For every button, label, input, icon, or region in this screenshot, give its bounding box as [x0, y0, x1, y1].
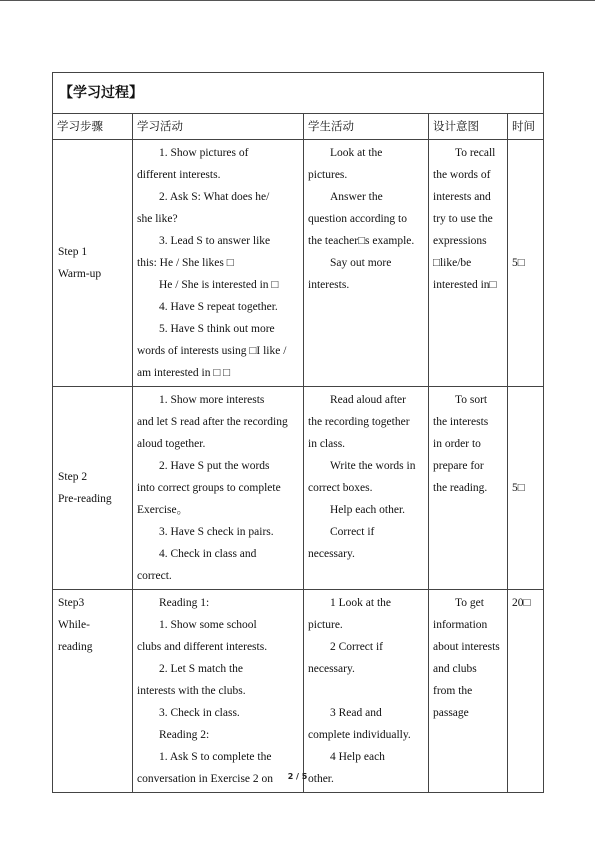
cell-line: the teacher□s example.	[308, 235, 415, 247]
cell-line: correct.	[137, 570, 172, 582]
cell-line: from the	[433, 685, 473, 697]
cell-line: try to use the	[433, 213, 493, 225]
cell-line: into correct groups to complete	[137, 482, 281, 494]
cell-line: To recall	[455, 147, 496, 159]
cell-line: 3 Read and	[330, 707, 382, 719]
step-name: While-	[58, 619, 90, 631]
cell-line: 1. Show some school	[159, 619, 257, 631]
cell-line: she like?	[137, 213, 178, 225]
cell-line: interests and	[433, 191, 491, 203]
student-cell	[304, 140, 429, 387]
cell-line: 4. Have S repeat together.	[159, 301, 278, 313]
cell-line: interests.	[308, 279, 350, 291]
cell-line: 4. Check in class and	[159, 548, 257, 560]
cell-line: 3. Have S check in pairs.	[159, 526, 274, 538]
step-name: Pre-reading	[58, 493, 112, 505]
cell-line: am interested in □ □	[137, 367, 231, 379]
cell-line: 1. Ask S to complete the	[159, 751, 272, 763]
cell-line: Read aloud after	[330, 394, 406, 406]
top-rule	[0, 0, 595, 1]
time-cell: 20□	[508, 590, 544, 793]
cell-line: and clubs	[433, 663, 477, 675]
activity-cell	[133, 590, 304, 793]
time-cell: 5□	[508, 140, 544, 387]
step-name-cont: reading	[58, 641, 93, 653]
cell-line: clubs and different interests.	[137, 641, 268, 653]
cell-line: Exercise。	[137, 504, 189, 516]
table-row	[53, 140, 544, 387]
cell-line: in order to	[433, 438, 481, 450]
student-cell	[304, 590, 429, 793]
cell-line: Say out more	[330, 257, 392, 269]
blank-line	[308, 680, 424, 702]
cell-line: 2. Ask S: What does he/	[159, 191, 270, 203]
cell-line: the words of	[433, 169, 491, 181]
cell-line: 3. Check in class.	[159, 707, 240, 719]
cell-line: complete individually.	[308, 729, 411, 741]
cell-line: this: He / She likes □	[137, 257, 234, 269]
cell-line: interests with the clubs.	[137, 685, 246, 697]
header-step: 学习步骤	[53, 114, 133, 140]
cell-line: 3. Lead S to answer like	[159, 235, 271, 247]
cell-line: 5. Have S think out more	[159, 323, 275, 335]
lesson-table	[52, 72, 544, 793]
cell-line: Reading 1:	[159, 597, 210, 609]
cell-line: 2. Let S match the	[159, 663, 243, 675]
step-name: Warm-up	[58, 268, 102, 280]
cell-line: Answer the	[330, 191, 383, 203]
cell-line: Correct if	[330, 526, 375, 538]
step-cell	[53, 590, 133, 793]
cell-line: □like/be	[433, 257, 472, 269]
cell-line: in class.	[308, 438, 346, 450]
time-cell: 5□	[508, 387, 544, 590]
header-student: 学生活动	[304, 114, 429, 140]
cell-line: the interests	[433, 416, 489, 428]
cell-line: different interests.	[137, 169, 221, 181]
cell-line: and let S read after the recording	[137, 416, 288, 428]
intent-cell	[429, 140, 508, 387]
activity-cell	[133, 387, 304, 590]
cell-line: He / She is interested in □	[159, 279, 279, 291]
cell-line: correct boxes.	[308, 482, 373, 494]
cell-line: necessary.	[308, 663, 355, 675]
cell-line: question according to	[308, 213, 408, 225]
table-row	[53, 590, 544, 793]
cell-line: conversation in Exercise 2 on	[137, 773, 274, 785]
step-cell	[53, 387, 133, 590]
cell-line: passage	[433, 707, 469, 719]
cell-line: 1. Show more interests	[159, 394, 265, 406]
header-time: 时间	[508, 114, 544, 140]
cell-line: information	[433, 619, 488, 631]
cell-line: words of interests using □I like /	[137, 345, 287, 357]
cell-line: To get	[455, 597, 484, 609]
intent-cell	[429, 590, 508, 793]
step-label: Step 2	[58, 471, 88, 483]
cell-line: pictures.	[308, 169, 348, 181]
cell-line: 1 Look at the	[330, 597, 391, 609]
intent-cell	[429, 387, 508, 590]
cell-line: necessary.	[308, 548, 355, 560]
cell-line: the reading.	[433, 482, 488, 494]
cell-line: aloud together.	[137, 438, 206, 450]
cell-line: other.	[308, 773, 334, 785]
cell-line: about interests	[433, 641, 500, 653]
activity-cell	[133, 140, 304, 387]
step-label: Step3	[58, 597, 85, 609]
cell-line: To sort	[455, 394, 488, 406]
cell-line: Help each other.	[330, 504, 406, 516]
table-row	[53, 387, 544, 590]
cell-line: 2 Correct if	[330, 641, 384, 653]
page-number: 2 / 5	[287, 772, 308, 781]
cell-line: 1. Show pictures of	[159, 147, 249, 159]
section-title: 【学习过程】	[53, 73, 544, 114]
cell-line: Look at the	[330, 147, 383, 159]
header-activity: 学习活动	[133, 114, 304, 140]
cell-line: Reading 2:	[159, 729, 210, 741]
step-label: Step 1	[58, 246, 88, 258]
cell-line: Write the words in	[330, 460, 416, 472]
cell-line: picture.	[308, 619, 343, 631]
cell-line: the recording together	[308, 416, 410, 428]
header-intent: 设计意图	[429, 114, 508, 140]
cell-line: 4 Help each	[330, 751, 385, 763]
student-cell	[304, 387, 429, 590]
cell-line: interested in□	[433, 279, 497, 291]
step-cell	[53, 140, 133, 387]
cell-line: expressions	[433, 235, 487, 247]
cell-line: 2. Have S put the words	[159, 460, 270, 472]
cell-line: prepare for	[433, 460, 484, 472]
